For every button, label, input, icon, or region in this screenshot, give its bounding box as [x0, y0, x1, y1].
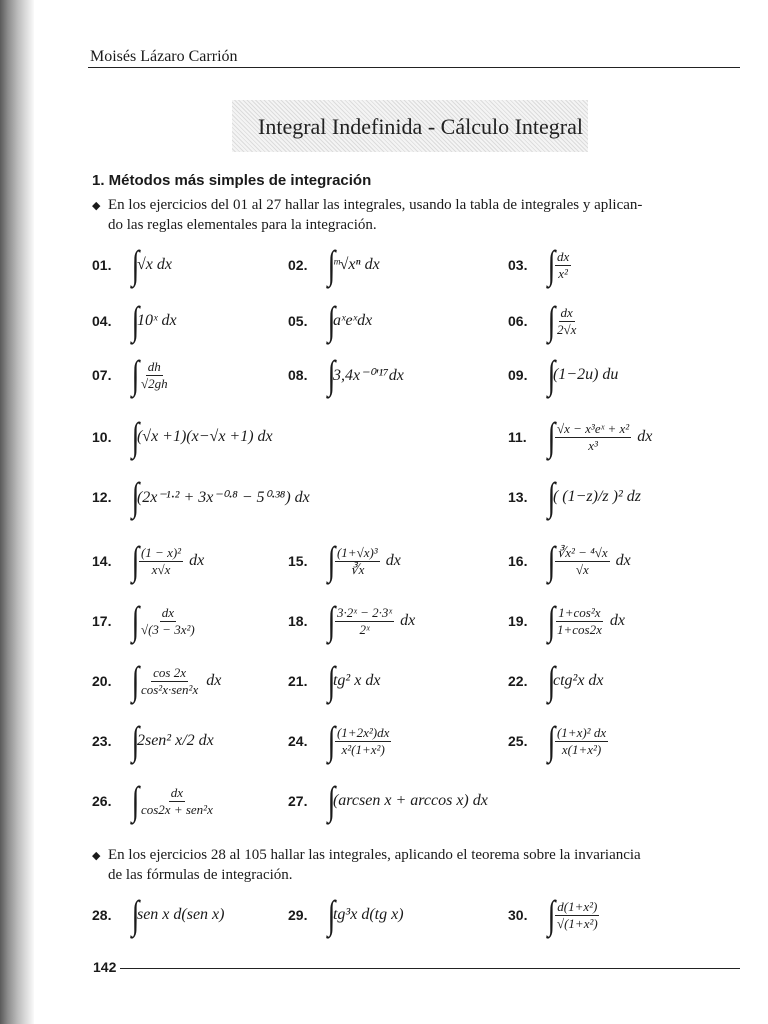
problem-25: [508, 718, 610, 764]
problem-number: 10.: [92, 429, 112, 445]
problem-28: [92, 892, 224, 938]
problem-expression: (√x +1)(x−√x +1) dx: [136, 428, 273, 445]
problem-fraction: [555, 725, 608, 758]
fraction-denominator: x³: [588, 437, 598, 453]
problem-number: 23.: [92, 733, 112, 749]
problem-differential: dx: [385, 552, 401, 569]
problem-24: [288, 718, 393, 764]
problem-number: 01.: [92, 257, 112, 273]
integral-sign-icon: ∫: [327, 242, 336, 287]
problem-expression: (2x⁻¹·² + 3x⁻⁰·⁸ − 5⁰·³⁸) dx: [136, 489, 310, 506]
problem-number: 09.: [508, 367, 528, 383]
fraction-numerator: 3·2ˣ − 2·3ˣ: [336, 604, 393, 620]
integral-sign-icon: ∫: [547, 414, 556, 459]
problem-expression: tg³x d(tg x): [332, 906, 404, 923]
fraction-numerator: √x − x³eˣ + x²: [556, 420, 630, 436]
problem-10: [92, 414, 273, 460]
header-rule: [88, 67, 740, 68]
problem-number: 16.: [508, 553, 528, 569]
problem-number: 07.: [92, 367, 112, 383]
integral-sign-icon: ∫: [547, 598, 556, 643]
problem-expression: √x dx: [136, 256, 172, 273]
fraction-numerator: d(1+x²): [557, 898, 598, 914]
integral-sign-icon: ∫: [327, 598, 336, 643]
integral-sign-icon: ∫: [131, 414, 140, 459]
problem-11: [508, 414, 652, 460]
problem-number: 15.: [288, 553, 308, 569]
integral-sign-icon: ∫: [327, 718, 336, 763]
problem-16: [508, 538, 631, 584]
integral-sign-icon: ∫: [131, 352, 140, 397]
problem-fraction: [139, 785, 215, 818]
integral-sign-icon: ∫: [131, 474, 140, 519]
fraction-denominator: √2gh: [140, 375, 168, 391]
section-heading: 1. Métodos más simples de integración: [92, 172, 372, 189]
fraction-numerator: (1+x)² dx: [556, 724, 607, 740]
problem-12: [92, 474, 310, 520]
fraction-denominator: 1+cos2x: [556, 621, 602, 637]
diamond-bullet-icon: ◆: [92, 200, 101, 212]
problem-fraction: [555, 421, 631, 454]
problem-number: 18.: [288, 613, 308, 629]
fraction-numerator: dh: [147, 358, 161, 374]
fraction-numerator: dx: [170, 784, 184, 800]
integral-sign-icon: ∫: [131, 778, 140, 823]
problem-expression: 10ˣ dx: [136, 312, 177, 329]
problem-expression: ctg²x dx: [552, 672, 604, 689]
integral-sign-icon: ∫: [131, 242, 140, 287]
problem-expression: ᵐ√xⁿ dx: [332, 256, 380, 273]
problem-number: 24.: [288, 733, 308, 749]
problem-4: [92, 298, 177, 344]
problem-27: [288, 778, 488, 824]
problem-6: [508, 298, 580, 344]
integral-sign-icon: ∫: [131, 538, 140, 583]
problem-number: 26.: [92, 793, 112, 809]
integral-sign-icon: ∫: [547, 718, 556, 763]
fraction-numerator: ∛x² − ⁴√x: [556, 544, 608, 560]
instruction-1-line1: En los ejercicios del 01 al 27 hallar las integrales, usando la tabla de integrales y aplican-: [108, 197, 643, 213]
problem-number: 25.: [508, 733, 528, 749]
instruction-1: [92, 196, 742, 235]
problem-differential: dx: [609, 612, 625, 629]
fraction-denominator: ∛x: [350, 561, 365, 577]
problem-number: 21.: [288, 673, 308, 689]
problem-differential: dx: [400, 612, 416, 629]
fraction-denominator: √(1+x²): [556, 915, 598, 931]
problem-number: 22.: [508, 673, 528, 689]
integral-sign-icon: ∫: [547, 352, 556, 397]
problem-fraction: [335, 725, 391, 758]
fraction-numerator: (1 − x)²: [140, 544, 182, 560]
problem-19: [508, 598, 625, 644]
problem-differential: dx: [615, 552, 631, 569]
problem-9: [508, 352, 618, 398]
page-number: 142: [93, 959, 117, 975]
problem-18: [288, 598, 415, 644]
problem-number: 28.: [92, 907, 112, 923]
integral-sign-icon: ∫: [547, 474, 556, 519]
fraction-numerator: (1+√x)³: [336, 544, 378, 560]
fraction-denominator: x²(1+x²): [341, 741, 385, 757]
problem-3: [508, 242, 573, 288]
problem-number: 29.: [288, 907, 308, 923]
integral-sign-icon: ∫: [327, 352, 336, 397]
problem-fraction: [555, 249, 571, 282]
problem-5: [288, 298, 372, 344]
integral-sign-icon: ∫: [131, 892, 140, 937]
problem-13: [508, 474, 641, 520]
fraction-numerator: (1+2x²)dx: [336, 724, 390, 740]
problem-1: [92, 242, 172, 288]
integral-sign-icon: ∫: [131, 718, 140, 763]
problem-number: 11.: [508, 429, 527, 445]
fraction-denominator: cos²x·sen²x: [140, 681, 199, 697]
problem-23: [92, 718, 214, 764]
problem-26: [92, 778, 217, 824]
integral-sign-icon: ∫: [327, 538, 336, 583]
fraction-denominator: 2√x: [556, 321, 577, 337]
integral-sign-icon: ∫: [547, 538, 556, 583]
problem-number: 05.: [288, 313, 308, 329]
diamond-bullet-icon: ◆: [92, 850, 101, 862]
integral-sign-icon: ∫: [547, 658, 556, 703]
instruction-2: [92, 846, 742, 885]
problem-fraction: [555, 899, 600, 932]
problem-fraction: [139, 665, 200, 698]
book-spine-shadow: [0, 0, 34, 1024]
problem-number: 12.: [92, 489, 112, 505]
problem-differential: dx: [189, 552, 205, 569]
integral-sign-icon: ∫: [131, 658, 140, 703]
problem-21: [288, 658, 380, 704]
problem-expression: ( (1−z)/z )² dz: [552, 488, 641, 505]
integral-sign-icon: ∫: [327, 892, 336, 937]
problem-fraction: [555, 545, 610, 578]
problem-fraction: [555, 305, 578, 338]
instruction-2-line2: de las fórmulas de integración.: [108, 867, 293, 883]
problem-number: 30.: [508, 907, 528, 923]
instruction-2-line1: En los ejercicios 28 al 105 hallar las integrales, aplicando el teorema sobre la invariancia: [108, 847, 641, 863]
problem-differential: dx: [206, 672, 222, 689]
problem-number: 17.: [92, 613, 112, 629]
problem-7: [92, 352, 172, 398]
problem-number: 27.: [288, 793, 308, 809]
integral-sign-icon: ∫: [547, 892, 556, 937]
problem-number: 08.: [288, 367, 308, 383]
integral-sign-icon: ∫: [547, 298, 556, 343]
problem-expression: sen x d(sen x): [136, 906, 225, 923]
problem-expression: (1−2u) du: [552, 366, 619, 383]
problem-expression: (arcsen x + arccos x) dx: [332, 792, 488, 809]
problem-17: [92, 598, 199, 644]
problem-fraction: [139, 605, 197, 638]
problem-expression: aˣeˣdx: [332, 312, 373, 329]
problem-fraction: [139, 545, 183, 578]
fraction-denominator: x√x: [151, 561, 171, 577]
problem-22: [508, 658, 604, 704]
problem-fraction: [335, 545, 380, 578]
problem-expression: 3,4x⁻⁰'¹⁷dx: [332, 367, 404, 384]
problem-29: [288, 892, 404, 938]
integral-sign-icon: ∫: [547, 242, 556, 287]
integral-sign-icon: ∫: [327, 778, 336, 823]
fraction-denominator: cos2x + sen²x: [140, 801, 213, 817]
integral-sign-icon: ∫: [131, 298, 140, 343]
page-title: Integral Indefinida - Cálculo Integral: [258, 114, 583, 139]
problem-fraction: [335, 605, 394, 638]
problem-20: [92, 658, 221, 704]
problem-number: 04.: [92, 313, 112, 329]
problem-fraction: [555, 605, 604, 638]
problem-8: [288, 352, 404, 398]
fraction-denominator: x²: [558, 265, 568, 281]
problem-expression: tg² x dx: [332, 672, 381, 689]
integral-sign-icon: ∫: [131, 598, 140, 643]
fraction-numerator: dx: [556, 248, 570, 264]
fraction-numerator: 1+cos²x: [558, 604, 601, 620]
problem-number: 14.: [92, 553, 112, 569]
problem-15: [288, 538, 401, 584]
fraction-denominator: 2ˣ: [359, 621, 370, 637]
problem-number: 06.: [508, 313, 528, 329]
problem-number: 02.: [288, 257, 308, 273]
problem-14: [92, 538, 204, 584]
footer-rule: [120, 968, 740, 969]
fraction-denominator: √(3 − 3x²): [140, 621, 195, 637]
problem-30: [508, 892, 602, 938]
problem-expression: 2sen² x/2 dx: [136, 732, 214, 749]
problem-number: 20.: [92, 673, 112, 689]
integral-sign-icon: ∫: [327, 298, 336, 343]
fraction-numerator: dx: [560, 304, 573, 320]
problem-number: 19.: [508, 613, 528, 629]
fraction-numerator: dx: [161, 604, 174, 620]
problem-2: [288, 242, 380, 288]
running-header-author: Moisés Lázaro Carrión: [90, 48, 238, 65]
problem-number: 13.: [508, 489, 528, 505]
fraction-denominator: √x: [575, 561, 589, 577]
fraction-numerator: cos 2x: [153, 664, 187, 680]
fraction-denominator: x(1+x²): [561, 741, 602, 757]
problem-fraction: [139, 359, 170, 392]
instruction-1-line2: do las reglas elementales para la integración.: [108, 217, 377, 233]
problem-number: 03.: [508, 257, 528, 273]
problem-differential: dx: [637, 428, 653, 445]
integral-sign-icon: ∫: [327, 658, 336, 703]
